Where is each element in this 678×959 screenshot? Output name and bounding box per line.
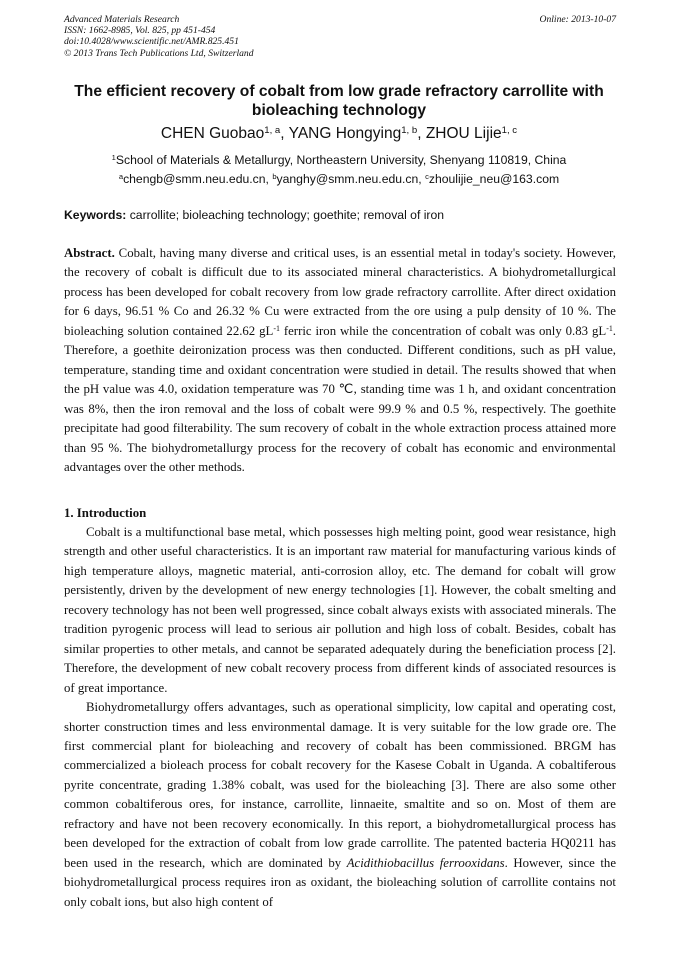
email-link[interactable]: yanghy@smm.neu.edu.cn [276, 172, 419, 186]
email-mark: b [272, 172, 277, 182]
journal-header [64, 14, 616, 59]
author-affil-mark: 1, a [264, 125, 281, 137]
abstract-text: Cobalt, having many diverse and critical uses, is an essential metal in today's society. However, the recovery of cobalt is difficult due to its associated mineral characteristics. A biohydrometallurgical process has been developed for cobalt recovery from low grade refractory carrollite. After direct oxidation for 6 days, 96.51 % Co and 26.32 % Cu were extracted from the ore using a pulp density of 10 %. The bioleaching solution contained 22.62 gL [64, 246, 616, 338]
section-heading: 1. Introduction [64, 506, 147, 520]
affiliation [30, 151, 648, 169]
abstract-text: . Therefore, a goethite deironization process was then conducted. Different conditions, such as pH value, temperature, standing time and oxidant concentration were studied in detail. The results showed that when the pH value was 4.0, oxidation temperature was 70 ℃, standing time was 1 h, and oxidant concentration was 8%, then the iron removal and the loss of cobalt were 99.9 % and 0.5 %, respectively. The goethite precipitate had good filterability. The sum recovery of cobalt in the whole extraction process attained more than 95 %. The biohydrometallurgy process for the recovery of cobalt has economic and environmental advantages over the other methods. [64, 323, 616, 474]
doi-line: doi:10.4028/www.scientific.net/AMR.825.451 [64, 36, 239, 48]
affiliation-mark: 1 [111, 153, 116, 163]
author-separator: , [417, 125, 426, 142]
author-name: YANG Hongying [288, 125, 402, 142]
online-date: Online: 2013-10-07 [539, 14, 616, 25]
introduction-body [64, 523, 616, 912]
email-mark: a [118, 172, 124, 182]
species-name: Acidithiobacillus ferrooxidans [346, 855, 505, 870]
unit-exponent: -1 [606, 323, 613, 333]
paper-title: The efficient recovery of cobalt from low grade refractory carrollite with bioleaching technology [74, 83, 604, 119]
email-mark: c [425, 172, 429, 182]
email-list [30, 170, 648, 188]
unit-exponent: -1 [273, 323, 280, 333]
email-link[interactable]: zhoulijie_neu@163.com [428, 172, 560, 186]
abstract-text: ferric iron while the concentration of cobalt was only 0.83 gL [279, 323, 607, 338]
email-separator: , [418, 172, 426, 186]
author-affil-mark: 1, b [401, 125, 418, 137]
abstract-label: Abstract. [64, 246, 115, 260]
keywords-text: carrollite; bioleaching technology; goethite; removal of iron [126, 208, 445, 222]
affiliation-text: School of Materials & Metallurgy, Northeastern University, Shenyang 110819, China [115, 153, 567, 167]
keywords-label: Keywords: [64, 208, 127, 222]
author-name: ZHOU Lijie [425, 125, 502, 142]
paragraph-text: Biohydrometallurgy offers advantages, such as operational simplicity, low capital and operating cost, shorter construction times and less environmental damage. It is very suitable for the low grade ore. The first commercial plant for bioleaching and recovery of cobalt has been commissioned. BRGM has commercialized a bioleach process for cobalt recovery for the Kasese Cobalt in Uganda. A cobaltiferous pyrite concentrate, grading 1.38% cobalt, was used for the bioleaching [3]. There are also some other common cobaltiferous ores, for instance, carrollite, linnaeite, smaltite and so on. Most of them are refractory and have not been recovery economically. In this report, a biohydrometallurgical process has been developed for the extraction of cobalt from low grade carrollite. The patented bacteria HQ0211 has been used in the research, which are dominated by [64, 700, 616, 870]
author-name: CHEN Guobao [160, 125, 265, 142]
issn-line: ISSN: 1662-8985, Vol. 825, pp 451-454 [64, 25, 216, 37]
paragraph: Cobalt is a multifunctional base metal, which possesses high melting point, good wear resistance, high strength and other useful characteristics. It is an important raw material for manufacturing various kinds of high temperature alloys, magnetic material, anti-corrosion alloy, etc. The demand for cobalt will grow persistently, driven by the development of new energy technologies [1]. However, the cobalt smelting and recovery technology has not been well progressed, since cobalt always exists with associated minerals. The tradition pyrogenic process will lead to serious air pollution and high loss of cobalt. Besides, cobalt has similar properties to other metals, and cannot be separated adequately during the beneficiation process [2]. Therefore, the development of new cobalt recovery process from different kinds of associated resources is of great importance. [64, 525, 616, 695]
copyright-line: © 2013 Trans Tech Publications Ltd, Switzerland [64, 47, 254, 59]
abstract [64, 244, 616, 477]
author-affil-mark: 1, c [501, 125, 518, 137]
author-list [40, 124, 638, 144]
paragraph-text: . However, since the biohydrometallurgical process requires iron as oxidant, the bioleaching solution of carrollite contains not only cobalt ions, but also high content of [64, 855, 617, 909]
author-separator: , [280, 125, 289, 142]
email-link[interactable]: chengb@smm.neu.edu.cn [123, 172, 266, 186]
email-separator: , [265, 172, 273, 186]
keywords [64, 207, 616, 223]
journal-name: Advanced Materials Research [64, 14, 180, 25]
paragraph [64, 698, 616, 912]
